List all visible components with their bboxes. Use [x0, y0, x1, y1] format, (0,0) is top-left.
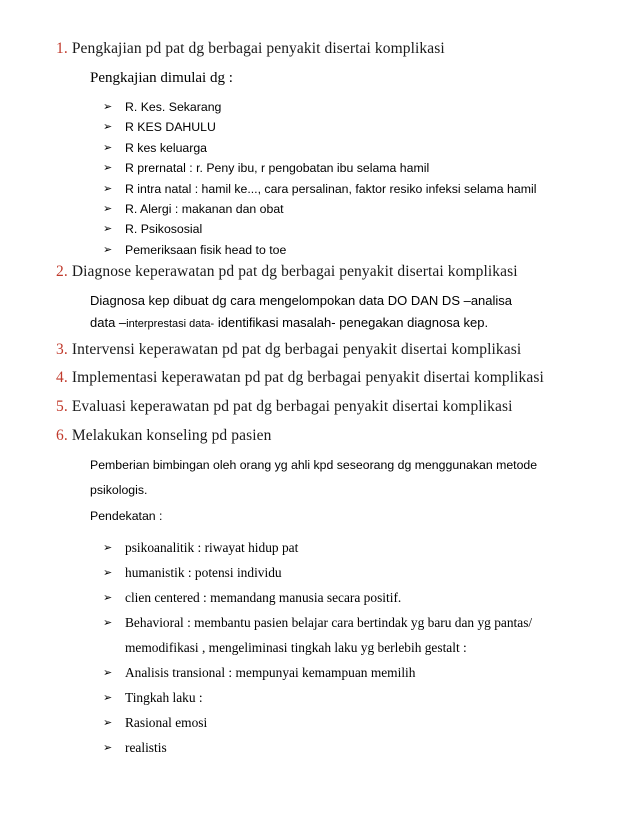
- list-item: ➢ R. Kes. Sekarang: [125, 97, 536, 117]
- arrow-bullet-icon: ➢: [103, 242, 113, 256]
- arrow-bullet-icon: ➢: [103, 100, 113, 113]
- konseling-definition-line-2: psikologis.: [90, 483, 148, 497]
- list-item-continuation: memodifikasi , mengeliminasi tingkah laku yg berlebih gestalt :: [125, 640, 467, 655]
- section-title: Melakukan konseling pd pasien: [71, 427, 272, 444]
- pendekatan-list: [103, 535, 533, 760]
- list-item: ➢ R KES DAHULU: [125, 117, 536, 137]
- arrow-bullet-icon: ➢: [103, 616, 113, 629]
- list-item: ➢ realistis: [125, 735, 532, 760]
- arrow-bullet-icon: ➢: [103, 120, 113, 134]
- diagnosa-line-1: Diagnosa kep dibuat dg cara mengelompokan data DO DAN DS –analisa: [90, 293, 513, 308]
- list-item: ➢ Pemeriksaan fisik head to toe: [125, 240, 536, 260]
- arrow-bullet-icon: ➢: [103, 201, 113, 215]
- list-item: ➢ Rasional emosi: [125, 710, 532, 735]
- pengkajian-list: [103, 97, 537, 260]
- section-number: 1.: [56, 40, 68, 57]
- section-title: Pengkajian pd pat dg berbagai penyakit disertai komplikasi: [71, 40, 445, 57]
- section-number: 3.: [56, 341, 68, 358]
- section-number: 4.: [56, 369, 68, 386]
- list-item: ➢ R intra natal : hamil ke..., cara persalinan, faktor resiko infeksi selama hamil: [125, 179, 536, 199]
- arrow-bullet-icon: ➢: [103, 741, 113, 754]
- list-item: ➢ clien centered : memandang manusia secara positif.: [125, 585, 532, 610]
- list-item: ➢ R prernatal : r. Peny ibu, r pengobatan ibu selama hamil: [125, 158, 536, 178]
- arrow-bullet-icon: ➢: [103, 541, 113, 554]
- section-title: Intervensi keperawatan pd pat dg berbagai penyakit disertai komplikasi: [71, 341, 522, 358]
- arrow-bullet-icon: ➢: [103, 691, 113, 704]
- section-3-heading: [56, 341, 521, 359]
- arrow-bullet-icon: ➢: [103, 181, 113, 195]
- section-4-heading: [56, 369, 544, 387]
- section-title: Diagnose keperawatan pd pat dg berbagai penyakit disertai komplikasi: [71, 263, 518, 280]
- list-item: ➢ Analisis transional : mempunyai kemampuan memilih: [125, 660, 532, 685]
- section-1-heading: [56, 40, 445, 58]
- pendekatan-label: Pendekatan :: [90, 509, 163, 523]
- arrow-bullet-icon: ➢: [103, 716, 113, 729]
- list-item: ➢ R. Alergi : makanan dan obat: [125, 199, 536, 219]
- section-6-heading: [56, 427, 271, 445]
- arrow-bullet-icon: ➢: [103, 222, 113, 236]
- section-number: 5.: [56, 398, 68, 415]
- section-5-heading: [56, 398, 512, 416]
- arrow-bullet-icon: ➢: [103, 161, 113, 175]
- section-title: Evaluasi keperawatan pd pat dg berbagai penyakit disertai komplikasi: [71, 398, 513, 415]
- list-item: ➢ R kes keluarga: [125, 138, 536, 158]
- pengkajian-intro: Pengkajian dimulai dg :: [90, 70, 233, 86]
- arrow-bullet-icon: ➢: [103, 666, 113, 679]
- list-item: ➢ psikoanalitik : riwayat hidup pat: [125, 535, 532, 560]
- list-item: ➢ humanistik : potensi individu: [125, 560, 532, 585]
- konseling-definition-line-1: Pemberian bimbingan oleh orang yg ahli kpd seseorang dg menggunakan metode: [90, 458, 538, 472]
- diagnosa-line-2: data –interprestasi data- identifikasi masalah- penegakan diagnosa kep.: [90, 315, 489, 330]
- list-item: ➢ Tingkah laku :: [125, 685, 532, 710]
- list-item: ➢ Behavioral : membantu pasien belajar cara bertindak yg baru dan yg pantas/: [125, 610, 532, 635]
- section-2-heading: [56, 263, 518, 281]
- section-number: 6.: [56, 427, 68, 444]
- section-title: Implementasi keperawatan pd pat dg berbagai penyakit disertai komplikasi: [71, 369, 544, 386]
- section-number: 2.: [56, 263, 68, 280]
- arrow-bullet-icon: ➢: [103, 140, 113, 154]
- arrow-bullet-icon: ➢: [103, 591, 113, 604]
- arrow-bullet-icon: ➢: [103, 566, 113, 579]
- list-item: ➢ R. Psikososial: [125, 219, 536, 239]
